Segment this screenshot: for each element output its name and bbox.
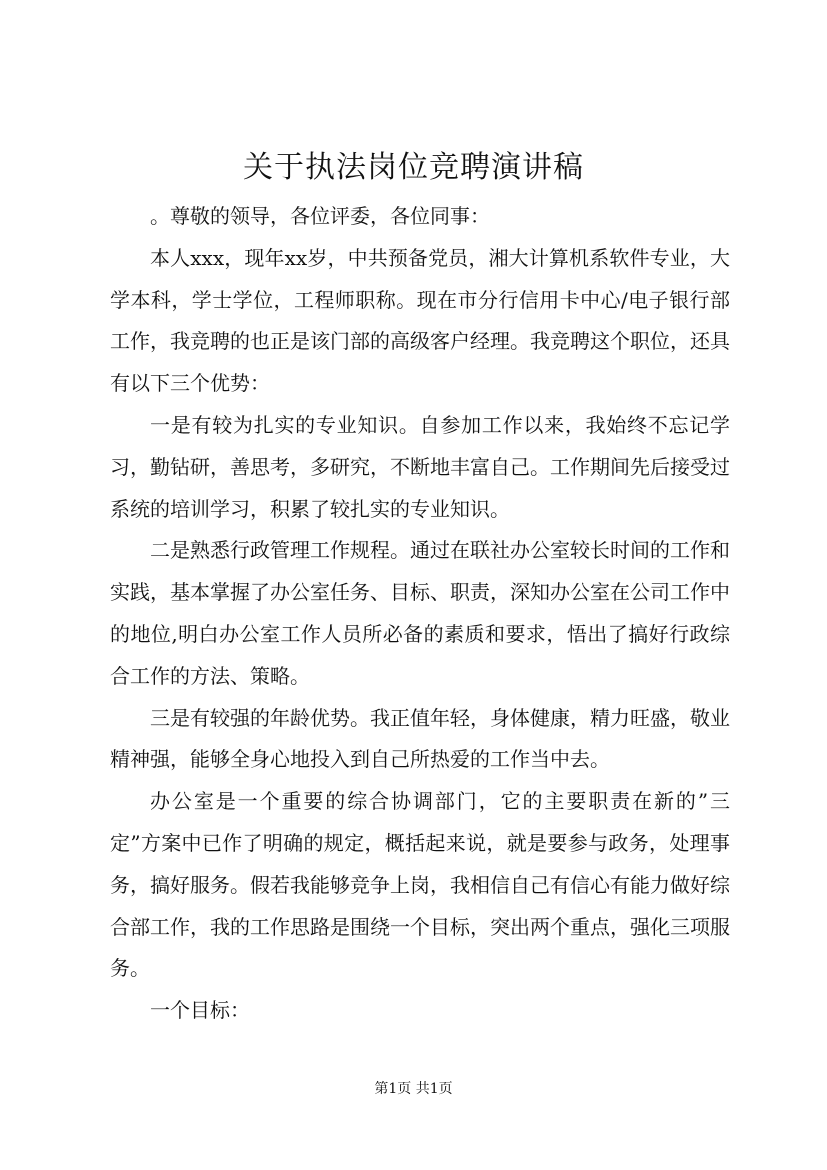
paragraph-advantage-2: 二是熟悉行政管理工作规程。通过在联社办公室较长时间的工作和实践，基本掌握了办公室任务、目标、职责，深知办公室在公司工作中的地位,明白办公室工作人员所必备的素质和要求，悟出了搞好行政综合工作的方法、策略。 <box>110 538 730 688</box>
paragraph-advantage-1: 一是有较为扎实的专业知识。自参加工作以来，我始终不忘记学习，勤钻研，善思考，多研究，不断地丰富自己。工作期间先后接受过系统的培训学习，积累了较扎实的专业知识。 <box>110 412 730 521</box>
document-body <box>110 196 730 1032</box>
paragraph-greeting: 。尊敬的领导，各位评委，各位同事： <box>150 204 490 228</box>
paragraph-intro: 本人xxx，现年xx岁，中共预备党员，湘大计算机系软件专业，大学本科，学士学位，工程师职称。现在市分行信用卡中心/电子银行部工作，我竞聘的也正是该门部的高级客户经理。我竞聘这个职位，还具有以下三个优势： <box>110 245 730 396</box>
paragraph-one-goal: 一个目标： <box>150 998 250 1023</box>
paragraph-advantage-3: 三是有较强的年龄优势。我正值年轻，身体健康，精力旺盛，敬业精神强，能够全身心地投入到自己所热爱的工作当中去。 <box>110 705 730 772</box>
document-title: 关于执法岗位竞聘演讲稿 <box>243 150 584 185</box>
paragraph-office-role: 办公室是一个重要的综合协调部门，它的主要职责在新的”三定”方案中已作了明确的规定，概括起来说，就是要参与政务，处理事务，搞好服务。假若我能够竞争上岗，我相信自己有信心有能力做好综合部工作，我的工作思路是围绕一个目标，突出两个重点，强化三项服务。 <box>110 789 730 981</box>
page-number-footer: 第1页 共1页 <box>374 1081 453 1097</box>
